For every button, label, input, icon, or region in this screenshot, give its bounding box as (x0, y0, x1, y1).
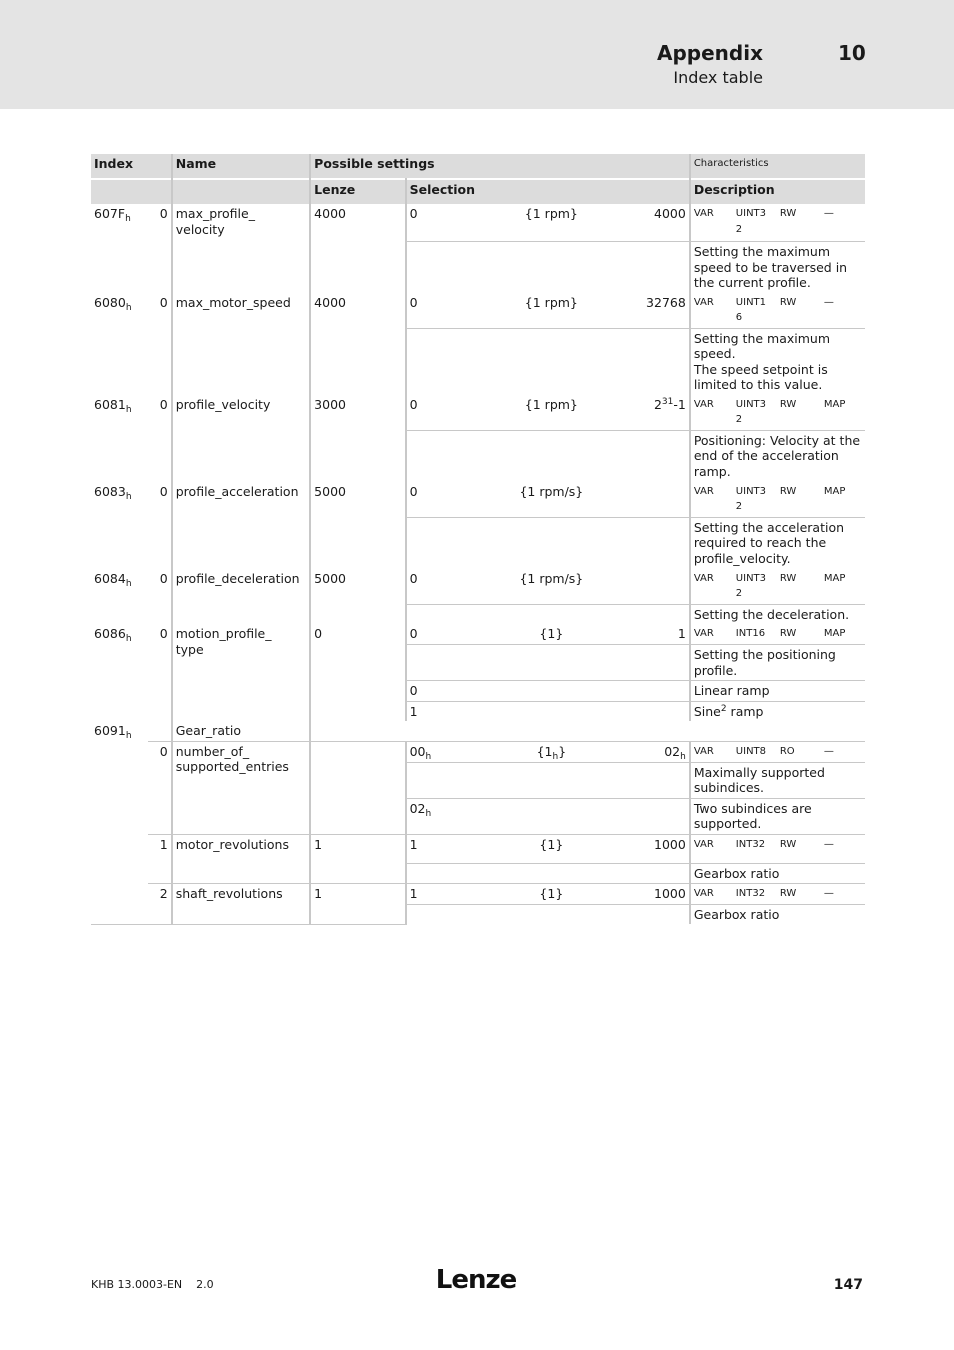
table-row: 0 Linear ramp (91, 681, 865, 702)
table-row: $6080_h$ 0 max_motor_speed 4000 0 {1 rpm} 32768 VAR UINT1 6 RW — (91, 293, 865, 329)
table-row: Gearbox ratio (91, 904, 865, 924)
page-title: Appendix (657, 41, 763, 65)
svg-text:Lenze: Lenze (436, 1265, 516, 1294)
table-row: Setting the deceleration. (91, 604, 865, 624)
table-row: Gearbox ratio (91, 863, 865, 884)
table-row: Maximally supported subindices. (91, 762, 865, 798)
table-row: Setting the maximum speed to be traversed in the current profile. (91, 242, 865, 293)
table-row: Positioning: Velocity at the end of the acceleration ramp. (91, 430, 865, 482)
col-characteristics-header: Characteristics (690, 154, 865, 179)
table-row: 1 Sine$^2$ ramp (91, 701, 865, 721)
col-index-header: Index (91, 154, 172, 179)
table-row: $6091_h$ Gear_ratio (91, 721, 865, 741)
table-row: 0 number_of_ supported_entries $00_h$ $\{1_h\}$ $02_h$ VAR UINT8 RO — (91, 741, 865, 762)
table-row: 1 motor_revolutions 1 1 {1} 1000 VAR INT32 RW — (91, 834, 865, 863)
col-selection-header: Selection (406, 179, 690, 204)
page-number: 147 (833, 1277, 863, 1293)
table-row: $6081_h$ 0 profile_velocity 3000 0 {1 rpm} $2^{31}-1$ VAR UINT3 2 RW MAP (91, 395, 865, 431)
lenze-logo (436, 1264, 516, 1294)
table-row: Setting the maximum speed. The speed setpoint is limited to this value. (91, 328, 865, 395)
table-row: $6083_h$ 0 profile_acceleration 5000 0 {1 rpm/s} VAR UINT3 2 RW MAP (91, 482, 865, 518)
table-row: 2 shaft_revolutions 1 1 {1} 1000 VAR INT32 RW — (91, 884, 865, 905)
table-row: $02_h$ Two subindices are supported. (91, 798, 865, 834)
col-name-header: Name (172, 154, 310, 179)
footer-doc-id: KHB 13.0003-EN 2.0 (91, 1278, 214, 1291)
col-description-header: Description (690, 179, 865, 204)
header-band (0, 0, 954, 109)
table-row: $6086_h$ 0 motion_profile_ type 0 0 {1} 1 VAR INT16 RW MAP (91, 624, 865, 645)
page-subtitle: Index table (673, 68, 763, 87)
col-possible-settings-header: Possible settings (310, 154, 690, 179)
table-row: Setting the positioning profile. (91, 645, 865, 681)
col-lenze-header: Lenze (310, 179, 405, 204)
table-row: $607F_h$ 0 max_profile_ velocity 4000 0 {1 rpm} 4000 VAR UINT3 2 RW — (91, 204, 865, 242)
chapter-number: 10 (838, 41, 866, 65)
table-row: $6084_h$ 0 profile_deceleration 5000 0 {1 rpm/s} VAR UINT3 2 RW MAP (91, 569, 865, 605)
index-table (91, 154, 865, 925)
table-row: Setting the acceleration required to reach the profile_velocity. (91, 517, 865, 569)
